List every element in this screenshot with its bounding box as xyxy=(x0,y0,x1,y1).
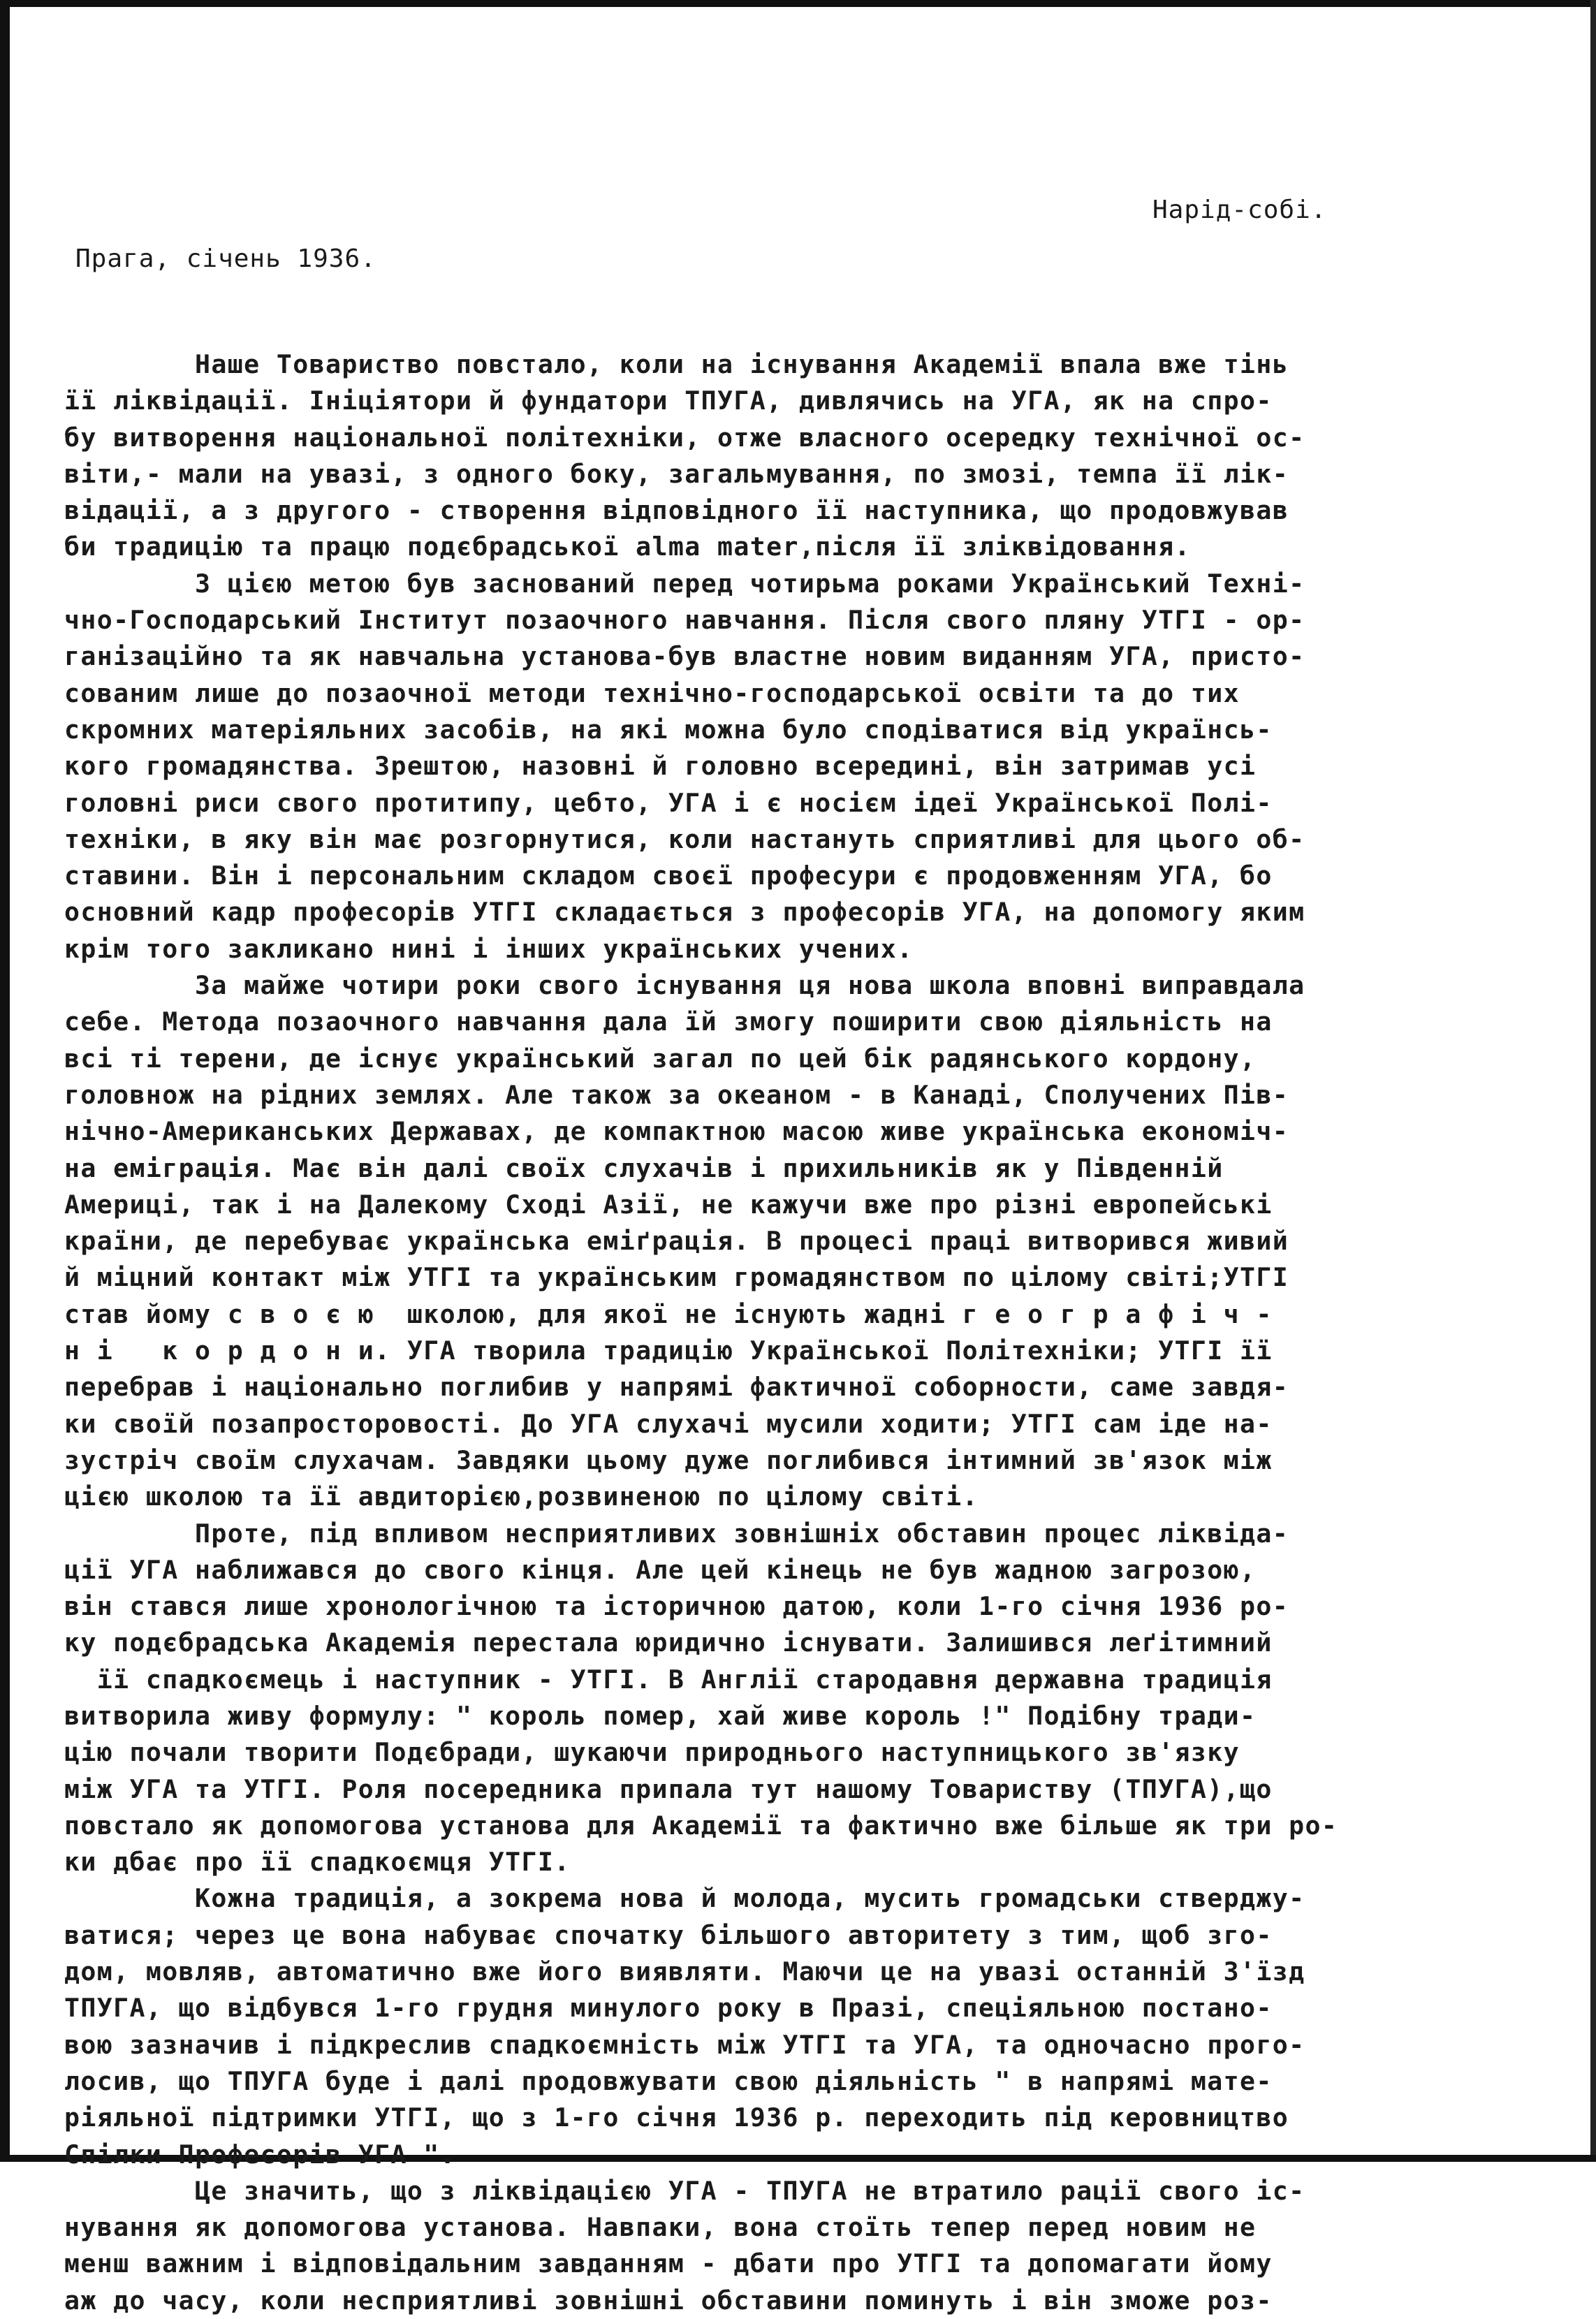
text-line: віти,- мали на увазі, з одного боку, загальмування, по змозі, темпа її лік- xyxy=(64,458,1289,489)
document-body xyxy=(64,346,1524,2319)
text-line: техніки, в яку він має розгорнутися, коли настануть сприятливі для цього об- xyxy=(64,824,1305,854)
text-line: себе. Метода позаочного навчання дала їй змогу поширити свою діяльність на xyxy=(64,1007,1273,1037)
motto: Нарід-собі. xyxy=(1152,196,1327,224)
text-line: цією школою та її авдиторією,розвиненою по цілому світі. xyxy=(64,1482,979,1512)
text-line: аж до часу, коли несприятливі зовнішні обставини поминуть і він зможе роз- xyxy=(64,2285,1273,2316)
text-line: Проте, під впливом несприятливих зовнішніх обставин процес ліквіда- xyxy=(64,1518,1289,1549)
text-line: її спадкоємець і наступник - УТГІ. В Англії стародавня державна традиція xyxy=(64,1664,1273,1695)
text-line: Кожна традиція, а зокрема нова й молода, мусить громадськи стверджу- xyxy=(64,1883,1305,1914)
text-line: н і к о р д о н и. УГА творила традицію Української Політехніки; УТГІ її xyxy=(64,1336,1273,1366)
text-line: перебрав і національно поглибив у напрямі фактичної соборности, саме завдя- xyxy=(64,1372,1289,1403)
text-line: За майже чотири роки свого існування ця нова школа вповні виправдала xyxy=(64,970,1305,1001)
text-line: витворила живу формулу: " король помер, хай живе король !" Подібну тради- xyxy=(64,1700,1257,1731)
text-line: на еміграція. Має він далі своїх слухачів і прихильників як у Південній xyxy=(64,1153,1224,1183)
text-line: відації, а з другого - створення відповідного її наступника, що продовжував xyxy=(64,495,1289,526)
place-date: Прага, січень 1936. xyxy=(75,244,376,273)
text-line: скромних матеріяльних засобів, на які можна було сподіватися від українсь- xyxy=(64,714,1273,745)
text-line: її ліквідації. Ініціятори й фундатори ТПУГА, дивлячись на УГА, як на спро- xyxy=(64,386,1273,416)
text-line: цію почали творити Подєбради, шукаючи природнього наступницького зв'язку xyxy=(64,1737,1240,1768)
text-line: всі ті терени, де існує український загал по цей бік радянського кордону, xyxy=(64,1043,1257,1074)
text-line: основний кадр професорів УТГІ складається з професорів УГА, на допомогу яким xyxy=(64,897,1305,928)
text-line: зустріч своїм слухачам. Завдяки цьому дуже поглибився інтимний зв'язок між xyxy=(64,1444,1273,1475)
text-line: й міцний контакт між УТГІ та українським громадянством по цілому світі;УТГІ xyxy=(64,1262,1289,1293)
text-line: ТПУГА, що відбувся 1-го грудня минулого року в Празі, спеціяльною постано- xyxy=(64,1993,1273,2024)
text-line: нічно-Американських Державах, де компактною масою живе українська економіч- xyxy=(64,1116,1289,1147)
text-line: З цією метою був заснований перед чотирьма роками Український Техні- xyxy=(64,568,1305,599)
text-line: став йому с в о є ю школою, для якої не існують жадні г е о г р а ф і ч - xyxy=(64,1299,1273,1329)
text-line: ції УГА наближався до свого кінця. Але цей кінець не був жадною загрозою, xyxy=(64,1554,1257,1585)
text-line: Це значить, що з ліквідацією УГА - ТПУГА не втратило рації свого іс- xyxy=(64,2175,1305,2206)
text-line: бу витворення національної політехніки, отже власного осередку технічної ос- xyxy=(64,422,1305,453)
text-line: нування як допомогова установа. Навпаки, вона стоїть тепер перед новим не xyxy=(64,2212,1257,2243)
text-line: кого громадянства. Зрештою, назовні й головно всередині, він затримав усі xyxy=(64,751,1257,782)
text-line: лосив, що ТПУГА буде і далі продовжувати свою діяльність " в напрямі мате- xyxy=(64,2065,1273,2096)
text-line: він стався лише хронологічною та історичною датою, коли 1-го січня 1936 ро- xyxy=(64,1591,1289,1622)
text-line: вою зазначив і підкреслив спадкоємність між УТГІ та УГА, та одночасно прого- xyxy=(64,2029,1305,2060)
text-line: ку подєбрадська Академія перестала юридично існувати. Залишився леґітимний xyxy=(64,1627,1273,1658)
text-line: країни, де перебуває українська еміґрація. В процесі праці витворився живий xyxy=(64,1226,1289,1257)
scan-border-right xyxy=(1590,0,1596,2162)
text-line: ки своїй позапросторовості. До УГА слухачі мусили ходити; УТГІ сам іде на- xyxy=(64,1408,1273,1439)
text-line: ріяльної підтримки УТГІ, що з 1-го січня 1936 р. переходить під керовництво xyxy=(64,2102,1289,2133)
text-line: ки дбає про її спадкоємця УТГІ. xyxy=(64,1847,571,1878)
text-line: крім того закликано нині і інших українських учених. xyxy=(64,933,914,964)
text-line: повстало як допомогова установа для Академії та фактично вже більше як три ро- xyxy=(64,1810,1338,1841)
text-line: Наше Товариство повстало, коли на існування Академії впала вже тінь xyxy=(64,349,1289,379)
text-line: менш важним і відповідальним завданням - дбати про УТГІ та допомагати йому xyxy=(64,2248,1273,2279)
text-line: ганізаційно та як навчальна установа-був властне новим виданням УГА, присто- xyxy=(64,641,1305,672)
text-line: сованим лише до позаочної методи технічно-господарської освіти та до тих xyxy=(64,678,1240,708)
text-line: Спілки Професорів УГА ". xyxy=(64,2139,456,2170)
text-line: головнож на рідних землях. Але також за океаном - в Канаді, Сполучених Пів- xyxy=(64,1079,1289,1110)
text-line: дом, мовляв, автоматично вже його виявляти. Маючи це на увазі останній З'їзд xyxy=(64,1956,1305,1987)
scan-border-left xyxy=(0,0,10,2162)
text-line: головні риси свого протитипу, цебто, УГА і є носієм ідеї Української Полі- xyxy=(64,787,1273,818)
scan-border-top xyxy=(0,0,1596,7)
text-line: ставини. Він і персональним складом своєї професури є продовженням УГА, бо xyxy=(64,861,1273,891)
text-line: між УГА та УТГІ. Роля посередника припала тут нашому Товариству (ТПУГА),що xyxy=(64,1773,1273,1804)
text-line: ватися; через це вона набуває спочатку більшого авторитету з тим, щоб зго- xyxy=(64,1919,1273,1950)
text-line: би традицію та працю подєбрадської alma mater,після її зліквідовання. xyxy=(64,532,1191,562)
text-line: Америці, так і на Далекому Сході Азії, не кажучи вже про різні европейські xyxy=(64,1189,1273,1220)
text-line: чно-Господарський Інститут позаочного навчання. Після свого пляну УТГІ - ор- xyxy=(64,605,1305,636)
